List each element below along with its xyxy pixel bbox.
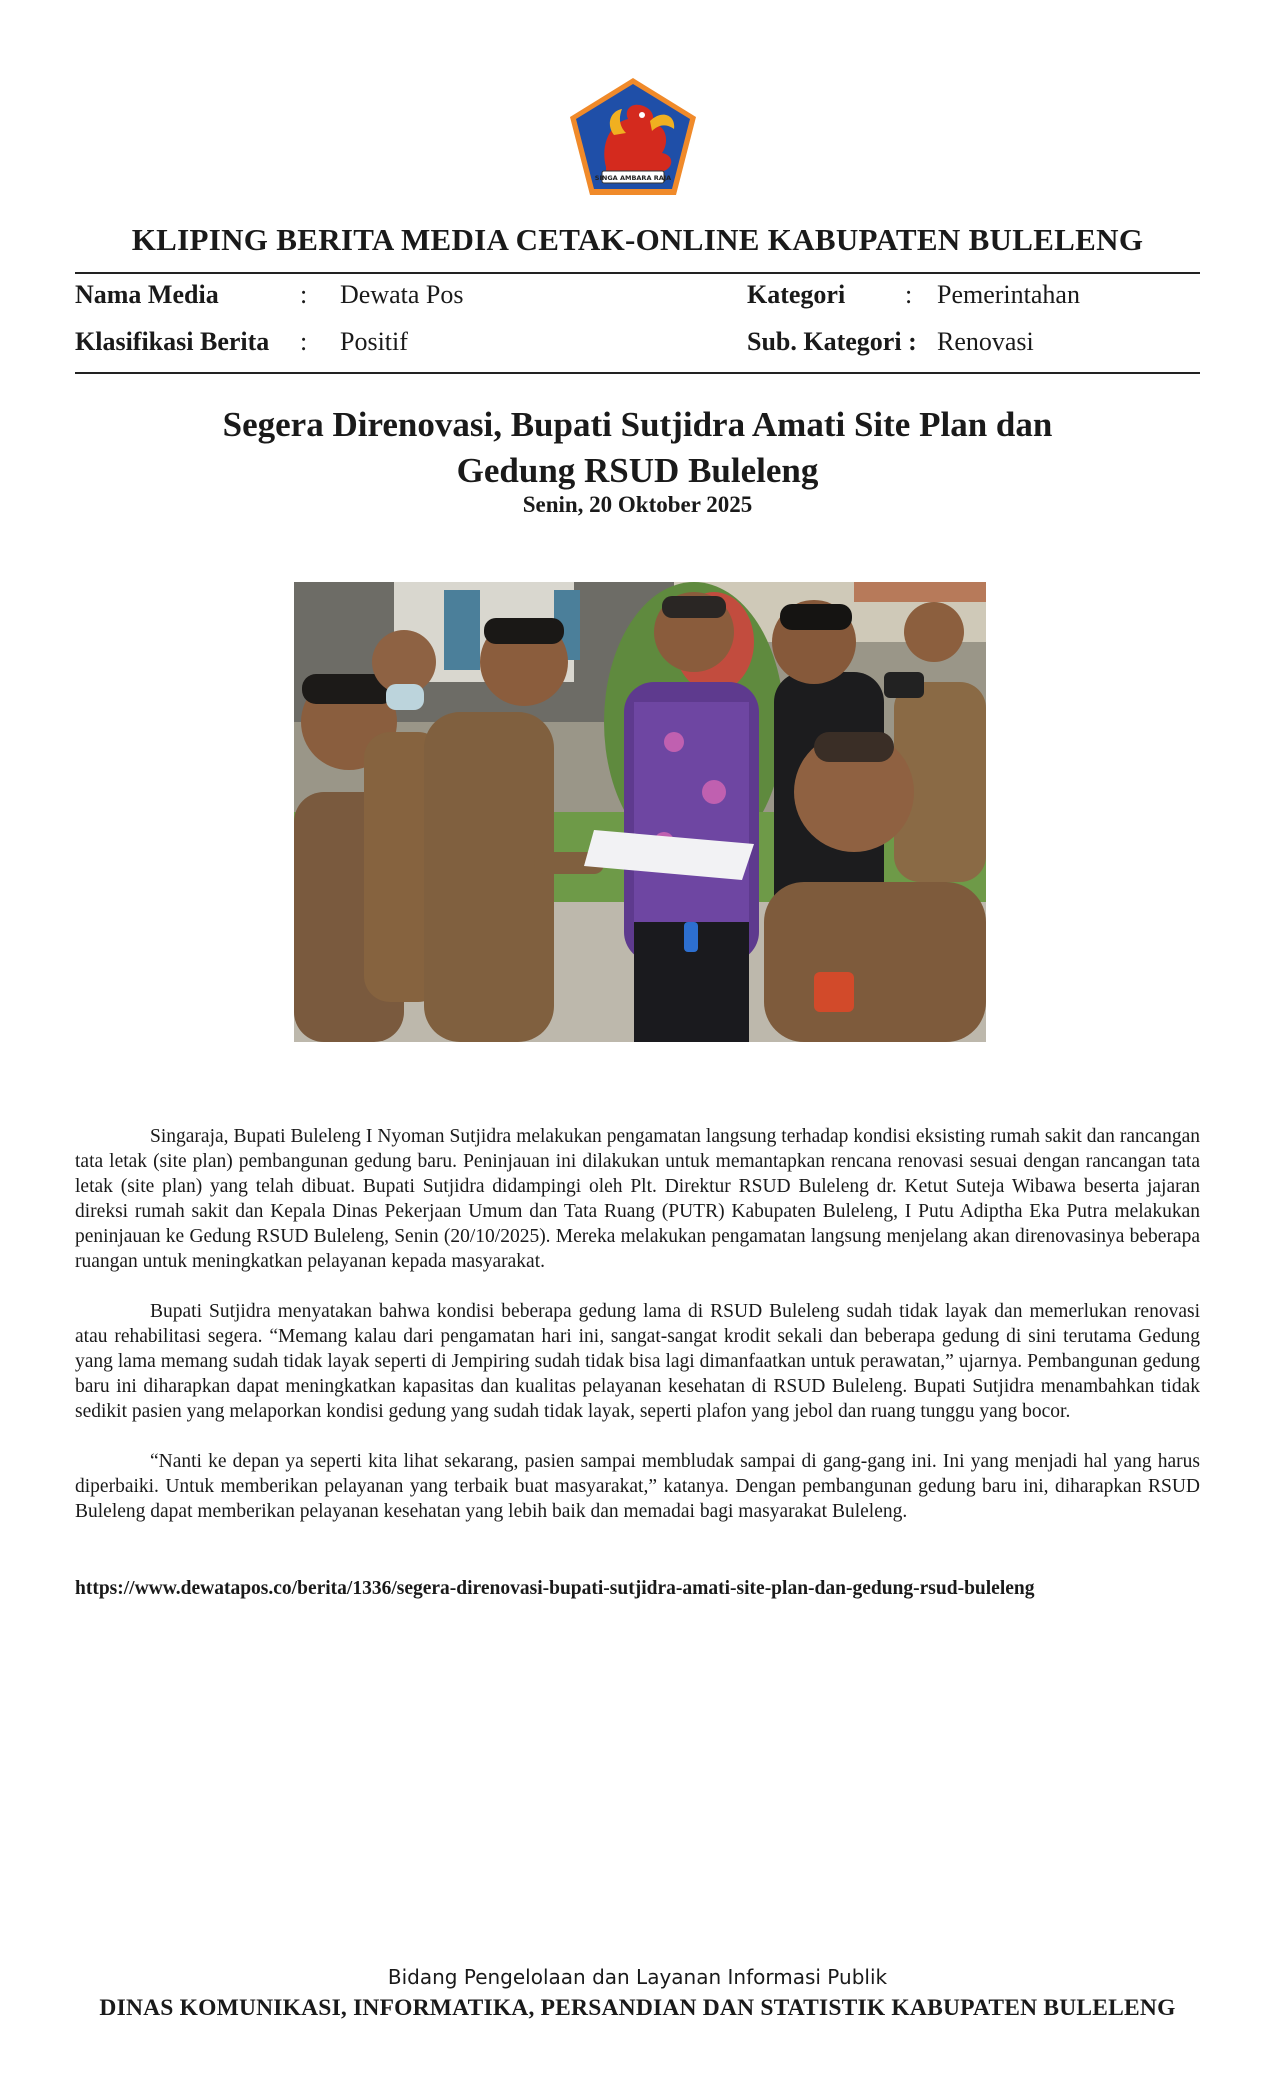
buleleng-crest-icon xyxy=(566,75,700,199)
category-label: Kategori xyxy=(747,280,846,309)
header-rule-bottom xyxy=(75,372,1200,374)
article-photo xyxy=(294,582,986,1042)
category-value: Pemerintahan xyxy=(937,280,1080,309)
classification-label: Klasifikasi Berita xyxy=(75,327,270,356)
article-paragraph-3: “Nanti ke depan ya seperti kita lihat sekarang, pasien sampai membludak sampai di gang-gang ini. Ini yang menjadi hal yang harus diperbaiki. Untuk memberikan pelayanan yang terbaik buat masyarakat,” katanya. Dengan pembangunan gedung baru ini, diharapkan RSUD Buleleng dapat memberikan pelayanan kesehatan yang lebih baik dan memadai bagi masyarakat Buleleng. xyxy=(75,1451,1200,1522)
source-link[interactable]: https://www.dewatapos.co/berita/1336/segera-direnovasi-bupati-sutjidra-amati-site-plan-dan-gedung-rsud-buleleng xyxy=(75,1578,1035,1599)
subcategory-label: Sub. Kategori : xyxy=(747,327,917,356)
footer-agency: DINAS KOMUNIKASI, INFORMATIKA, PERSANDIAN DAN STATISTIK KABUPATEN BULELENG xyxy=(99,1995,1176,2021)
subcategory-value: Renovasi xyxy=(937,327,1034,356)
clipping-header-title: KLIPING BERITA MEDIA CETAK-ONLINE KABUPATEN BULELENG xyxy=(131,222,1144,257)
article-date: Senin, 20 Oktober 2025 xyxy=(522,492,753,517)
headline-line-2: Gedung RSUD Buleleng xyxy=(456,451,819,490)
header-rule-top xyxy=(75,272,1200,274)
meta-row-media xyxy=(75,280,1200,320)
media-label: Nama Media xyxy=(75,280,219,309)
article-headline xyxy=(150,402,1125,494)
category-colon: : xyxy=(905,280,913,309)
footer-division: Bidang Pengelolaan dan Layanan Informasi Publik xyxy=(387,1965,888,1989)
article-paragraph-2: Bupati Sutjidra menyatakan bahwa kondisi beberapa gedung lama di RSUD Buleleng sudah tidak layak dan memerlukan renovasi atau rehabilitasi segera. “Memang kalau dari pengamatan hari ini, sangat-sangat krodit sekali dan beberapa gedung di sini terutama Gedung yang lama memang sudah tidak layak seperti di Jempiring sudah tidak bisa lagi dimanfaatkan untuk perawatan,” ujarnya. Pembangunan gedung baru ini diharapkan dapat meningkatkan kapasitas dan kualitas pelayanan kesehatan di RSUD Buleleng. Bupati Sutjidra menambahkan tidak sedikit pasien yang melaporkan kondisi gedung yang sudah tidak layak, seperti plafon yang jebol dan ruang tunggu yang bocor. xyxy=(75,1301,1200,1422)
media-value: Dewata Pos xyxy=(340,280,464,309)
classification-colon: : xyxy=(300,327,308,356)
crest-motto: SINGA AMBARA RAJA xyxy=(594,174,672,182)
media-colon: : xyxy=(300,280,308,309)
classification-value: Positif xyxy=(340,327,408,356)
headline-line-1: Segera Direnovasi, Bupati Sutjidra Amati Site Plan dan xyxy=(222,405,1053,444)
article-body xyxy=(75,1124,1200,1549)
article-paragraph-1: Singaraja, Bupati Buleleng I Nyoman Sutjidra melakukan pengamatan langsung terhadap kondisi eksisting rumah sakit dan rancangan tata letak (site plan) pembangunan gedung baru. Peninjauan ini dilakukan untuk memantapkan rencana renovasi sesuai dengan rancangan tata letak (site plan) yang telah dibuat. Bupati Sutjidra didampingi oleh Plt. Direktur RSUD Buleleng dr. Ketut Suteja Wibawa beserta jajaran direksi rumah sakit dan Kepala Dinas Pekerjaan Umum dan Tata Ruang (PUTR) Kabupaten Buleleng, I Putu Adiptha Eka Putra melakukan peninjauan ke Gedung RSUD Buleleng, Senin (20/10/2025). Mereka melakukan pengamatan langsung menjelang akan direnovasinya beberapa ruangan untuk meningkatkan pelayanan kepada masyarakat. xyxy=(75,1126,1200,1272)
meta-row-classification xyxy=(75,327,1200,367)
